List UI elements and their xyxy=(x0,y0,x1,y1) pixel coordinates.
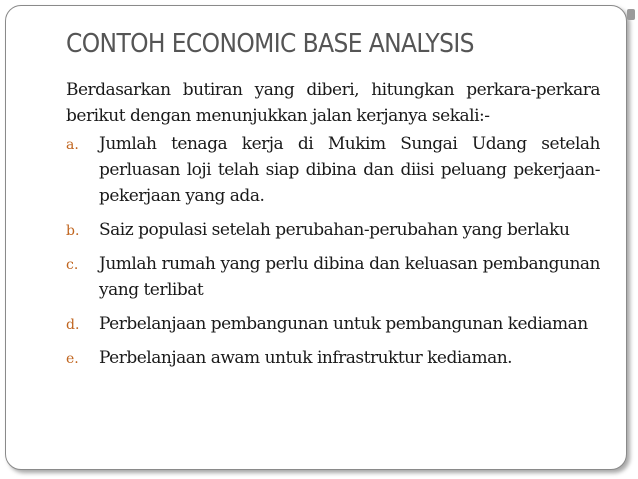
list-item-text: Jumlah rumah yang perlu dibina dan keluasan pembangunan yang terlibat xyxy=(99,254,600,300)
slide-body xyxy=(66,77,600,379)
slide-title: CONTOH ECONOMIC BASE ANALYSIS xyxy=(66,29,474,59)
list-marker: d. xyxy=(66,317,80,333)
list-item xyxy=(66,131,600,209)
list-item xyxy=(66,251,600,303)
list-marker: a. xyxy=(66,137,79,153)
slide-corner-tab xyxy=(627,9,635,20)
list-item xyxy=(66,345,600,371)
list-marker: e. xyxy=(66,351,79,367)
list-item-text: Perbelanjaan pembangunan untuk pembangunan kediaman xyxy=(99,314,588,334)
list-marker: c. xyxy=(66,257,79,273)
question-list xyxy=(66,131,600,371)
list-item xyxy=(66,311,600,337)
list-item-text: Saiz populasi setelah perubahan-perubahan yang berlaku xyxy=(99,220,570,240)
list-item-text: Perbelanjaan awam untuk infrastruktur kediaman. xyxy=(99,348,513,368)
list-item xyxy=(66,217,600,243)
list-item-text: Jumlah tenaga kerja di Mukim Sungai Udang setelah perluasan loji telah siap dibina dan diisi peluang pekerjaan-pekerjaan yang ada. xyxy=(99,134,600,206)
list-marker: b. xyxy=(66,223,80,239)
intro-paragraph: Berdasarkan butiran yang diberi, hitungkan perkara-perkara berikut dengan menunjukkan jalan kerjanya sekali:- xyxy=(66,80,600,126)
